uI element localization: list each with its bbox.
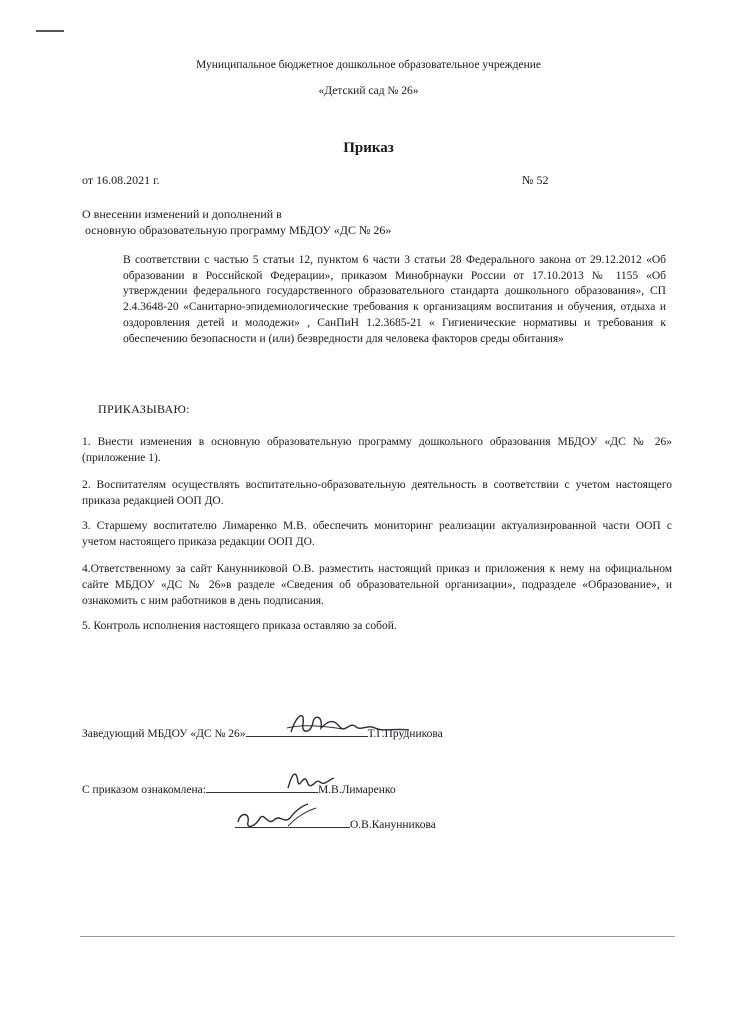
limarenko-handwritten-signature <box>282 760 342 796</box>
order-item-2: 2. Воспитателям осуществлять воспитательно-образовательную деятельность в соответствии с учетом настоящего приказа редакцией ООП ДО. <box>82 479 672 507</box>
org-name-line1: Муниципальное бюджетное дошкольное образовательное учреждение <box>196 59 541 71</box>
subject-line1: О внесении изменений и дополнений в <box>82 207 282 221</box>
kanunnikova-handwritten-signature <box>232 800 322 836</box>
order-item-3: 3. Старшему воспитателю Лимаренко М.В. обеспечить мониторинг реализации актуализированной части ООП с учетом настоящего приказа редакции ООП ДО. <box>82 520 672 548</box>
page-bottom-rule <box>80 936 675 937</box>
order-item-4: 4.Ответственному за сайт Канунниковой О.В. разместить настоящий приказ и приложения к нему на официальном сайте МБДОУ «ДС № 26»в разделе «Сведения об образовательной организации», подразделе «Образование», и ознакомить с ним работников в день подписания. <box>82 563 672 607</box>
ack-signature-row-1 <box>82 780 396 796</box>
ack-name-1: М.В.Лимаренко <box>317 784 396 796</box>
order-heading: ПРИКАЗЫВАЮ: <box>98 402 190 416</box>
ack-name-2: О.В.Канунникова <box>350 819 436 831</box>
document-title: Приказ <box>343 140 394 156</box>
order-subject <box>82 206 391 238</box>
order-date: от 16.08.2021 г. <box>82 173 160 187</box>
scan-mark <box>36 30 64 32</box>
order-item-5: 5. Контроль исполнения настоящего приказа оставляю за собой. <box>82 620 397 632</box>
ack-label: С приказом ознакомлена: <box>82 784 206 796</box>
order-number: № 52 <box>522 173 549 187</box>
head-signature-label: Заведующий МБДОУ «ДС № 26» <box>82 728 246 740</box>
subject-line2: основную образовательную программу МБДОУ «ДС № 26» <box>85 223 392 237</box>
head-handwritten-signature <box>283 704 413 744</box>
order-item-1: 1. Внести изменения в основную образовательную программу дошкольного образования МБДОУ «ДС № 26» (приложение 1). <box>82 436 672 464</box>
head-name: Т.Г.Прудникова <box>367 728 443 740</box>
org-name-line2: «Детский сад № 26» <box>318 85 419 97</box>
legal-basis: В соответствии с частью 5 статьи 12, пунктом 6 части 3 статьи 28 Федерального закона от 29.12.2012 «Об образовании в Российской Федерации», приказом Минобрнауки России от 17.10.2013 № 1155 «Об утверждении федерального государственного образовательного стандарта дошкольного образования», СП 2.4.3648-20 «Санитарно-эпидемиологические требования к организациям воспитания и обучения, отдыха и оздоровления детей и молодежи» , СанПиН 1.2.3685-21 « Гигиенические нормативы и требования к обеспечению безопасности и (или) безвредности для человека факторов среды обитания» <box>123 254 666 345</box>
